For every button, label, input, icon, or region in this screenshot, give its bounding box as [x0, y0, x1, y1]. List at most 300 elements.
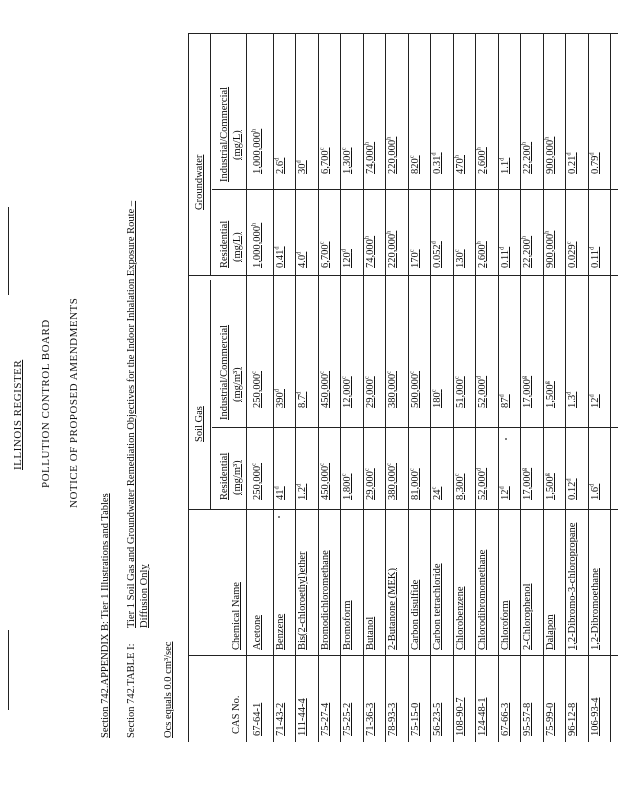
table-title-line1: Tier 1 Soil Gas and Groundwater Remediation Objectives for the Indoor Inhalation Exposure Route –: [126, 200, 137, 628]
sg-industrial-cell-value: 450,000: [319, 373, 331, 408]
gw-residential-cell-value: 900,000: [544, 233, 556, 268]
footnote-marker: c: [408, 155, 415, 159]
gw-residential-cell-value: 130: [454, 252, 466, 268]
chemical-name-cell: [252, 615, 264, 650]
sg-residential-cell: [365, 468, 377, 500]
gw-residential-cell: [297, 252, 309, 268]
gw-industrial-cell: [522, 142, 534, 174]
cas-cell: [387, 703, 399, 736]
footnote-marker: d: [498, 486, 505, 490]
chemical-name-cell-value: Butanol: [364, 616, 376, 650]
chemical-name-cell: [432, 563, 444, 650]
cas-cell-value: 75-99-0: [544, 702, 556, 736]
cas-cell-value: 111-44-4: [297, 698, 308, 736]
chemical-name-cell: [455, 586, 467, 650]
footnote-marker: d: [273, 389, 280, 393]
row-rule: [363, 34, 364, 742]
sg-industrial-cell-value: 390: [274, 392, 286, 408]
gw-industrial-cell: [252, 129, 264, 174]
sg-residential-cell-value: 17,000: [522, 471, 533, 500]
cas-cell-value: 75-27-4: [319, 702, 331, 736]
sg-industrial-cell-value: 52,000: [477, 379, 488, 408]
gw-industrial-cell-value: 0.21: [567, 155, 578, 174]
footnote-marker: c: [340, 147, 348, 151]
gw-industrial-cell-value: 470: [454, 158, 466, 174]
footnote-marker: d: [475, 375, 483, 380]
chemical-name-cell: [275, 614, 287, 650]
footnote-marker: d: [588, 394, 595, 398]
row-rule: [565, 34, 566, 742]
cas-cell: [590, 698, 602, 737]
cas-cell-value: 75-25-2: [342, 702, 353, 736]
chemical-name-cell: [545, 614, 557, 650]
footnote-marker: c: [385, 462, 393, 466]
gw-residential-cell-value: 0.11: [499, 250, 511, 268]
footnote-marker: d: [295, 391, 303, 395]
sg-residential-cell: [455, 473, 467, 500]
gw-industrial-cell: [342, 147, 354, 174]
sg-industrial-cell-value: 87: [499, 397, 511, 408]
footnote-marker: d: [273, 157, 280, 161]
gw-residential-cell: [342, 249, 354, 268]
groundwater-header: Groundwater: [194, 154, 205, 210]
cas-cell: [567, 703, 579, 736]
cas-cell: [275, 703, 287, 736]
gw-residential-cell-value: 0.029: [567, 244, 578, 268]
gw-industrial-cell: [432, 152, 444, 174]
chemical-name-cell: [500, 600, 512, 650]
chemical-name-cell-value: Carbon tetrachloride: [432, 563, 443, 650]
sg-residential-cell: [387, 463, 399, 500]
chemical-name-cell: [522, 584, 534, 651]
footnote-marker: h: [520, 235, 528, 240]
cas-cell: [410, 703, 422, 736]
chemical-name-cell-value: 1,2-Dibromo-3-chloropropane: [567, 522, 578, 650]
row-rule: [318, 34, 319, 742]
chemical-name-cell-value: Dalapon: [544, 614, 556, 650]
col-rule-right: [188, 33, 618, 34]
sg-residential-cell-value: 8,300: [454, 476, 466, 500]
soil-gas-rule: [210, 280, 211, 510]
soil-gas-header: Soil Gas: [194, 406, 205, 442]
gw-industrial-cell: [320, 147, 332, 174]
sg-residential-cell-value: 81,000: [409, 471, 421, 500]
chemical-name-cell-value: Benzene: [274, 613, 286, 650]
sg-industrial-cell-value: 180: [432, 392, 443, 408]
footnote-marker: c: [318, 241, 325, 245]
gw-industrial-cell-value: 900,000: [544, 139, 556, 174]
sg-industrial-cell-value: 17,000: [522, 379, 533, 408]
gw-residential-cell-value: 0.41: [274, 249, 286, 268]
sg-industrial-cell: [477, 376, 489, 408]
notice-title: NOTICE OF PROPOSED AMENDMENTS: [68, 297, 80, 508]
row-rule: [453, 34, 454, 742]
gw-industrial-cell-value: 2.6: [274, 160, 286, 174]
table-title-line2: Diffusion Only: [139, 564, 150, 628]
sg-industrial-cell: [252, 371, 264, 408]
footnote-marker: c: [318, 147, 325, 151]
chemical-name-cell-value: Bis(2-chloroethyl)ether: [297, 551, 308, 650]
sg-industrial-cell: [275, 389, 287, 408]
footnote-marker: d: [565, 391, 573, 395]
footnote-marker: c: [318, 462, 325, 466]
footnote-marker: h: [543, 136, 550, 140]
gw-industrial-cell-value: 2,600: [477, 150, 488, 174]
oc-note: Ocs equals 0.0 cm³/sec: [163, 641, 174, 738]
section-heading: Section 742.APPENDIX B: Tier 1 Illustrations and Tables: [100, 493, 111, 738]
col-rule-chemical: [188, 509, 618, 510]
chemical-name-cell-value: 1,2-Dibromoethane: [589, 568, 601, 650]
footnote-marker: c: [250, 370, 258, 374]
cas-cell: [252, 703, 264, 736]
sg-industrial-cell: [342, 376, 354, 408]
cas-cell-value: 96-12-8: [567, 702, 578, 736]
footnote-marker: d: [588, 152, 595, 156]
row-rule: [340, 34, 341, 742]
footnote-marker: c: [385, 370, 393, 374]
sg-residential-cell-value: 1.6: [589, 486, 601, 500]
sg-industrial-cell: [500, 394, 512, 408]
gw-industrial-cell: [500, 158, 512, 174]
cas-cell: [477, 698, 489, 737]
gw-residential-cell: [252, 223, 264, 268]
gw-residential-cell: [387, 231, 399, 268]
scan-artifact-line: [8, 630, 9, 710]
chemical-name-cell: [387, 568, 399, 650]
chemical-name-cell-value: Chlorodibromomethane: [477, 549, 488, 650]
chemical-name-cell-value: Carbon disulfide: [409, 579, 421, 650]
cas-cell: [500, 703, 512, 736]
sg-industrial-cell-value: 500,000: [409, 373, 421, 408]
footnote-marker: h: [385, 136, 393, 140]
footnote-marker: h: [250, 128, 258, 132]
footnote-marker: c: [250, 462, 258, 466]
gw-ind-unit: (mg/L): [232, 130, 243, 160]
row-rule: [295, 34, 296, 742]
gw-industrial-cell: [275, 158, 287, 174]
footnote-marker: h: [453, 155, 460, 159]
board-title: POLLUTION CONTROL BOARD: [40, 319, 52, 488]
gw-residential-cell: [275, 246, 287, 268]
sg-residential-cell-value: 0.12: [567, 481, 578, 500]
sg-industrial-cell-value: 12,000: [342, 379, 353, 408]
gw-industrial-cell: [545, 137, 557, 174]
sg-residential-cell-value: 41: [274, 489, 286, 500]
row-rule: [430, 34, 431, 742]
chemical-name-cell: [590, 568, 602, 650]
gw-residential-cell: [545, 231, 557, 268]
col-rule-cas: [188, 655, 618, 656]
sg-industrial-cell-value: 380,000: [387, 373, 398, 408]
footnote-marker: c: [318, 370, 325, 374]
footnote-marker: c: [408, 249, 415, 253]
gw-residential-cell: [320, 241, 332, 268]
cas-cell-value: 67-66-3: [499, 702, 511, 736]
sg-industrial-cell: [455, 376, 467, 408]
sg-residential-cell: [252, 463, 264, 500]
gw-res-col-header: Residential: [219, 220, 230, 268]
gw-ind-col-header: Industrial/Commercial: [219, 86, 230, 182]
row-rule: [408, 34, 409, 742]
footnote-marker: h: [250, 222, 258, 226]
chemical-name-cell: [410, 580, 422, 650]
sg-residential-cell-value: 1,500: [544, 476, 556, 500]
footnote-marker: d: [340, 249, 348, 253]
header-bottom-rule: [246, 34, 247, 742]
col-rule-gw-start: [188, 275, 618, 276]
footnote-marker: g: [543, 473, 550, 477]
sg-residential-cell-value: 29,000: [364, 471, 376, 500]
sg-residential-cell: [590, 484, 602, 500]
footnote-marker: d: [498, 246, 505, 250]
cas-cell-value: 67-64-1: [252, 702, 263, 736]
sg-industrial-cell: [567, 392, 579, 408]
gw-residential-cell: [432, 241, 444, 268]
sg-industrial-cell: [522, 376, 534, 408]
chemical-name-cell-value: Chloroform: [499, 600, 511, 650]
sg-industrial-cell-value: 8.7: [297, 394, 308, 408]
gw-residential-cell-value: 6,700: [319, 244, 331, 268]
sg-residential-cell: [432, 487, 444, 500]
sg-residential-cell: [320, 463, 332, 500]
gw-residential-cell-value: 74,000: [364, 239, 376, 268]
sg-residential-cell-value: 380,000: [387, 465, 398, 500]
footnote-marker: d: [588, 246, 595, 250]
footnote-marker: h: [520, 141, 528, 146]
footnote-marker: g: [520, 375, 528, 380]
sg-industrial-cell-value: 12: [589, 397, 601, 408]
footnote-marker: h: [475, 147, 483, 151]
sg-industrial-cell-value: 250,000: [252, 373, 263, 408]
row-rule: [543, 34, 544, 742]
chemical-name-cell-value: 2-Butanone (MEK): [387, 568, 398, 650]
gw-industrial-cell: [387, 137, 399, 174]
gw-residential-cell: [477, 241, 489, 268]
chemical-name-cell: [297, 551, 309, 650]
gw-residential-cell: [455, 249, 467, 268]
sg-industrial-cell: [297, 392, 309, 408]
gw-industrial-cell: [410, 155, 422, 174]
gw-industrial-cell: [365, 142, 377, 174]
footnote-marker: c: [408, 370, 415, 374]
footnote-marker: d: [498, 394, 505, 398]
footnote-marker: c: [453, 473, 460, 477]
chemical-col-header: Chemical Name: [231, 582, 242, 650]
cas-cell-value: 106-93-4: [589, 697, 601, 736]
footnote-marker: d: [273, 246, 280, 250]
footnote-marker: c: [565, 241, 573, 245]
sg-res-col-header: Residential: [219, 452, 230, 500]
footnote-marker: h: [363, 235, 370, 240]
sg-industrial-cell: [365, 376, 377, 408]
gw-residential-cell: [567, 241, 579, 268]
sg-residential-cell-value: 250,000: [252, 465, 263, 500]
chemical-name-cell: [477, 550, 489, 650]
gw-industrial-cell-value: 0.31: [432, 155, 443, 174]
chemical-name-cell: [567, 523, 579, 650]
gw-residential-cell-value: 220,000: [387, 233, 398, 268]
sg-industrial-cell: [410, 371, 422, 408]
footnote-marker: c: [340, 473, 348, 477]
cas-cell-value: 75-15-0: [409, 702, 421, 736]
footnote-marker: h: [475, 241, 483, 245]
gw-residential-cell-value: 120: [342, 252, 353, 268]
cas-cell: [342, 703, 354, 736]
gw-industrial-cell-value: 6,700: [319, 150, 331, 174]
cas-cell-value: 71-43-2: [274, 702, 286, 736]
sg-residential-cell: [275, 486, 287, 500]
table-top-rule: [188, 34, 189, 742]
gw-residential-cell: [500, 247, 512, 268]
chemical-name-cell-value: Bromodichloromethane: [319, 550, 331, 650]
row-rule: [273, 34, 274, 742]
gw-residential-cell: [522, 236, 534, 268]
footnote-marker: h: [363, 141, 370, 146]
col-rule-gw: [212, 189, 618, 190]
sg-industrial-cell-value: 29,000: [364, 379, 376, 408]
row-rule: [610, 34, 611, 742]
gw-residential-cell-value: 1,000,000: [252, 226, 263, 268]
cas-cell: [365, 703, 377, 736]
sg-residential-cell: [342, 473, 354, 500]
cas-cell-value: 56-23-5: [432, 702, 443, 736]
gw-industrial-cell: [590, 152, 602, 174]
cas-cell-value: 124-48-1: [477, 697, 488, 736]
sg-residential-cell: [500, 486, 512, 500]
chemical-name-cell: [365, 617, 377, 650]
sg-residential-cell: [477, 468, 489, 500]
cas-cell-value: 71-36-3: [364, 702, 376, 736]
col-rule-sg: [212, 427, 618, 428]
footnote-marker: c: [340, 376, 348, 380]
cas-col-header: CAS No.: [231, 695, 242, 734]
gw-industrial-cell-value: 1.1: [499, 160, 511, 174]
footnote-marker: g: [543, 381, 550, 385]
sg-residential-cell-value: 52,000: [477, 471, 488, 500]
footnote-marker: g: [520, 467, 528, 472]
gw-residential-cell-value: 2,600: [477, 244, 488, 268]
sg-residential-cell-value: 24: [432, 489, 443, 500]
scan-artifact-line: [8, 207, 9, 295]
sg-industrial-cell: [387, 371, 399, 408]
row-rule: [498, 34, 499, 742]
sg-residential-cell: [410, 468, 422, 500]
sg-industrial-cell: [320, 371, 332, 408]
groundwater-rule: [210, 34, 211, 276]
sg-residential-cell: [522, 468, 534, 500]
sg-ind-col-header: Industrial/Commercial: [219, 324, 230, 420]
gw-residential-cell: [590, 247, 602, 268]
footnote-marker: d: [430, 152, 438, 156]
cas-cell: [432, 703, 444, 736]
gw-industrial-cell-value: 1,300: [342, 150, 353, 174]
footnote-marker: d: [295, 483, 303, 487]
cas-cell-value: 108-90-7: [454, 697, 466, 736]
footnote-marker: c: [363, 468, 370, 472]
row-rule: [475, 34, 476, 742]
footnote-marker: c: [363, 376, 370, 380]
sg-industrial-cell: [432, 389, 444, 408]
footnote-marker: d: [273, 486, 280, 490]
chemical-name-cell-value: Bromoform: [342, 600, 353, 650]
footnote-marker: d: [295, 251, 303, 255]
gw-industrial-cell-value: 820: [409, 158, 421, 174]
scan-speck: [505, 438, 507, 440]
gw-industrial-cell-value: 1,000,000: [252, 132, 263, 174]
footnote-marker: d: [588, 483, 595, 487]
footnote-marker: c: [408, 468, 415, 472]
sg-residential-cell: [545, 473, 557, 500]
cas-cell-value: 95-57-8: [522, 702, 533, 736]
row-rule: [588, 34, 589, 742]
sg-residential-cell-value: 1,800: [342, 476, 353, 500]
footnote-marker: h: [385, 230, 393, 234]
gw-residential-cell-value: 0.11: [589, 250, 601, 268]
chemical-name-cell-value: Acetone: [252, 615, 263, 650]
footnote-marker: d: [475, 467, 483, 472]
footnote-marker: d: [295, 160, 303, 164]
sg-industrial-cell-value: 1,500: [544, 384, 556, 408]
gw-residential-cell: [410, 249, 422, 268]
gw-industrial-cell-value: 30: [297, 163, 308, 174]
gw-industrial-cell: [455, 155, 467, 174]
gw-residential-cell-value: 170: [409, 252, 421, 268]
sg-residential-cell: [297, 484, 309, 500]
cas-cell-value: 78-93-3: [387, 702, 398, 736]
cas-cell: [545, 703, 557, 736]
sg-residential-cell-value: 12: [499, 489, 511, 500]
gw-industrial-cell-value: 0.79: [589, 155, 601, 174]
gw-residential-cell: [365, 236, 377, 268]
row-rule: [385, 34, 386, 742]
gw-industrial-cell-value: 220,000: [387, 139, 398, 174]
gw-res-unit: (mg/L): [232, 232, 243, 262]
gw-residential-cell-value: 22,200: [522, 239, 533, 268]
gw-industrial-cell-value: 22,200: [522, 145, 533, 174]
footnote-marker: c: [453, 376, 460, 380]
cas-cell: [455, 698, 467, 737]
footnote-marker: c: [430, 389, 438, 393]
sg-residential-cell: [567, 478, 579, 500]
cas-cell: [522, 703, 534, 736]
sg-industrial-cell-value: 1.3: [567, 394, 578, 408]
footnote-marker: d: [430, 241, 438, 245]
gw-industrial-cell: [297, 160, 309, 174]
gw-residential-cell-value: 0.052: [432, 244, 443, 268]
sg-ind-unit: (mg/m³): [232, 367, 243, 402]
gw-industrial-cell: [477, 147, 489, 174]
sg-industrial-cell: [590, 394, 602, 408]
chemical-name-cell: [320, 550, 332, 650]
table-label: Section 742.TABLE I:: [126, 643, 137, 738]
footnote-marker: c: [430, 486, 438, 490]
gw-industrial-cell-value: 74,000: [364, 145, 376, 174]
cas-cell: [320, 703, 332, 736]
sg-res-unit: (mg/m³): [232, 460, 243, 495]
footnote-marker: h: [543, 230, 550, 234]
chemical-name-cell: [342, 600, 354, 650]
scan-speck: [278, 516, 280, 518]
footnote-marker: d: [565, 478, 573, 482]
sg-industrial-cell: [545, 381, 557, 408]
footnote-marker: d: [565, 152, 573, 156]
chemical-name-cell-value: 2-Chlorophenol: [522, 583, 533, 650]
chemical-name-cell-value: Chlorobenzene: [454, 586, 466, 650]
gw-industrial-cell: [567, 152, 579, 174]
sg-residential-cell-value: 450,000: [319, 465, 331, 500]
gw-residential-cell-value: 4.0: [297, 254, 308, 268]
row-rule: [520, 34, 521, 742]
